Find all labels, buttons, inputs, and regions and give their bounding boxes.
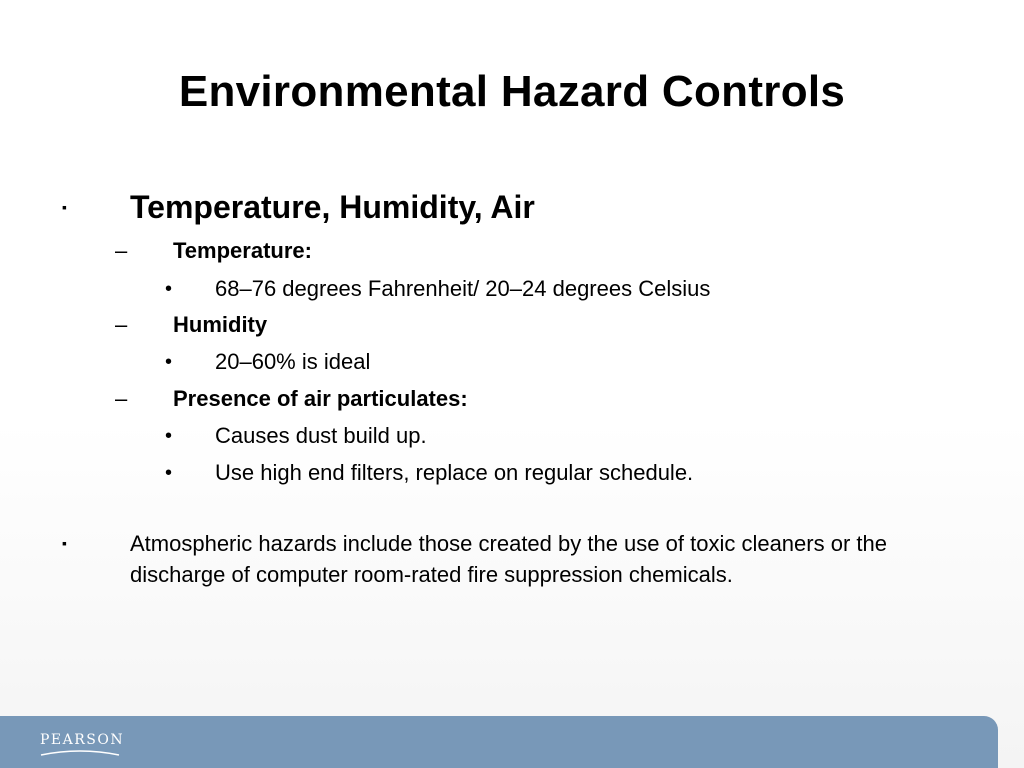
pearson-logo-swoosh-icon [40,749,120,757]
list-item-text: Use high end filters, replace on regular schedule. [215,460,694,485]
subsection-heading-humidity: Humidity [173,312,268,337]
dot-bullet-icon: • [165,278,173,300]
dot-bullet-icon: • [165,425,173,447]
subsection-heading-air-particulates: Presence of air particulates: [173,386,468,411]
list-item-text: Causes dust build up. [215,423,427,448]
list-item-text: 68–76 degrees Fahrenheit/ 20–24 degrees Celsius [215,276,711,301]
list-item-text: 20–60% is ideal [215,349,371,374]
square-bullet-icon: ▪ [62,535,67,551]
dot-bullet-icon: • [165,351,173,373]
paragraph-bullet-text: Atmospheric hazards include those created by the use of toxic cleaners or the discharge of computer room-rated fire suppression chemicals. [130,531,887,587]
square-bullet-icon: ▪ [62,199,67,215]
dot-bullet-icon: • [165,462,173,484]
subsection-heading-temperature: Temperature: [173,238,312,263]
footer-bar [0,716,998,768]
dash-bullet-icon: – [115,386,128,411]
main-bullet-text: Temperature, Humidity, Air [130,189,535,225]
pearson-logo: PEARSON [40,732,125,748]
dash-bullet-icon: – [115,312,128,337]
dash-bullet-icon: – [115,238,128,263]
slide-title: Environmental Hazard Controls [178,67,846,116]
